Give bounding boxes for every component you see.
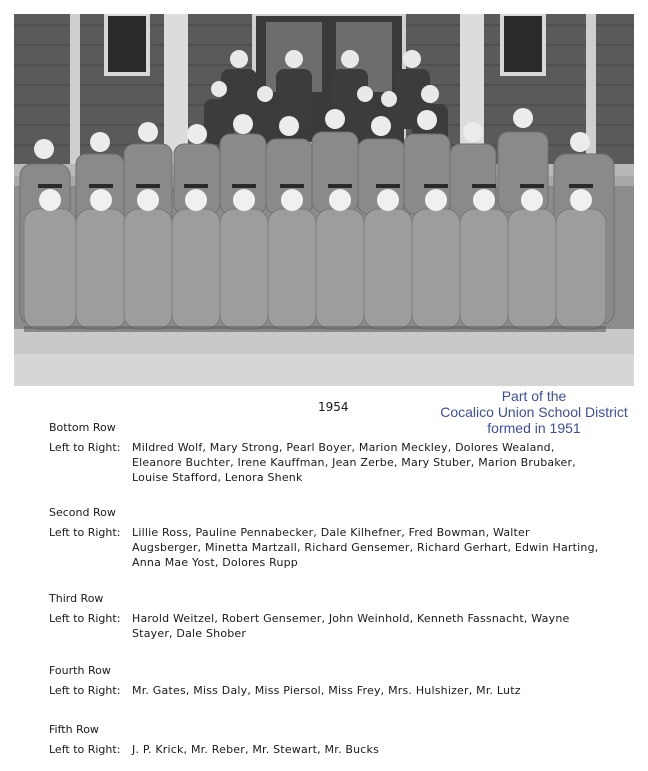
row-heading: Third Row bbox=[49, 592, 104, 605]
row-names: Mildred Wolf, Mary Strong, Pearl Boyer, Marion Meckley, Dolores Wealand, Eleanore Buchter, Irene Kauffman, Jean Zerbe, Mary Stuber, Marion Brubaker, Louise Stafford, Lenora Shenk bbox=[132, 441, 576, 484]
bottom-row-caption bbox=[49, 420, 602, 485]
row-heading: Fifth Row bbox=[49, 723, 99, 736]
district-note-line: formed in 1951 bbox=[487, 420, 581, 436]
row-names: Lillie Ross, Pauline Pennabecker, Dale Kilhefner, Fred Bowman, Walter Augsberger, Minetta Martzall, Richard Gensemer, Richard Gerhart, Edwin Harting, Anna Mae Yost, Dolores Rupp bbox=[132, 526, 599, 569]
class-photo-illustration bbox=[14, 14, 634, 386]
district-note-line: Part of the bbox=[501, 388, 567, 404]
district-note-line: Cocalico Union School District bbox=[440, 404, 628, 420]
row-label: Left to Right: bbox=[49, 441, 121, 454]
third-row-caption bbox=[49, 591, 602, 641]
row-heading: Fourth Row bbox=[49, 664, 111, 677]
row-heading: Bottom Row bbox=[49, 421, 116, 434]
fourth-row-caption bbox=[49, 663, 602, 698]
row-label: Left to Right: bbox=[49, 526, 121, 539]
row-names: Harold Weitzel, Robert Gensemer, John Weinhold, Kenneth Fassnacht, Wayne Stayer, Dale Shober bbox=[132, 612, 570, 640]
row-names: Mr. Gates, Miss Daly, Miss Piersol, Miss Frey, Mrs. Hulshizer, Mr. Lutz bbox=[132, 684, 521, 697]
fifth-row-caption bbox=[49, 722, 602, 757]
class-photo bbox=[14, 14, 634, 386]
row-label: Left to Right: bbox=[49, 612, 121, 625]
second-row-caption bbox=[49, 505, 602, 570]
row-label: Left to Right: bbox=[49, 743, 121, 756]
row-heading: Second Row bbox=[49, 506, 116, 519]
row-names: J. P. Krick, Mr. Reber, Mr. Stewart, Mr. Bucks bbox=[132, 743, 380, 756]
row-label: Left to Right: bbox=[49, 684, 121, 697]
photo-year: 1954 bbox=[318, 400, 349, 414]
